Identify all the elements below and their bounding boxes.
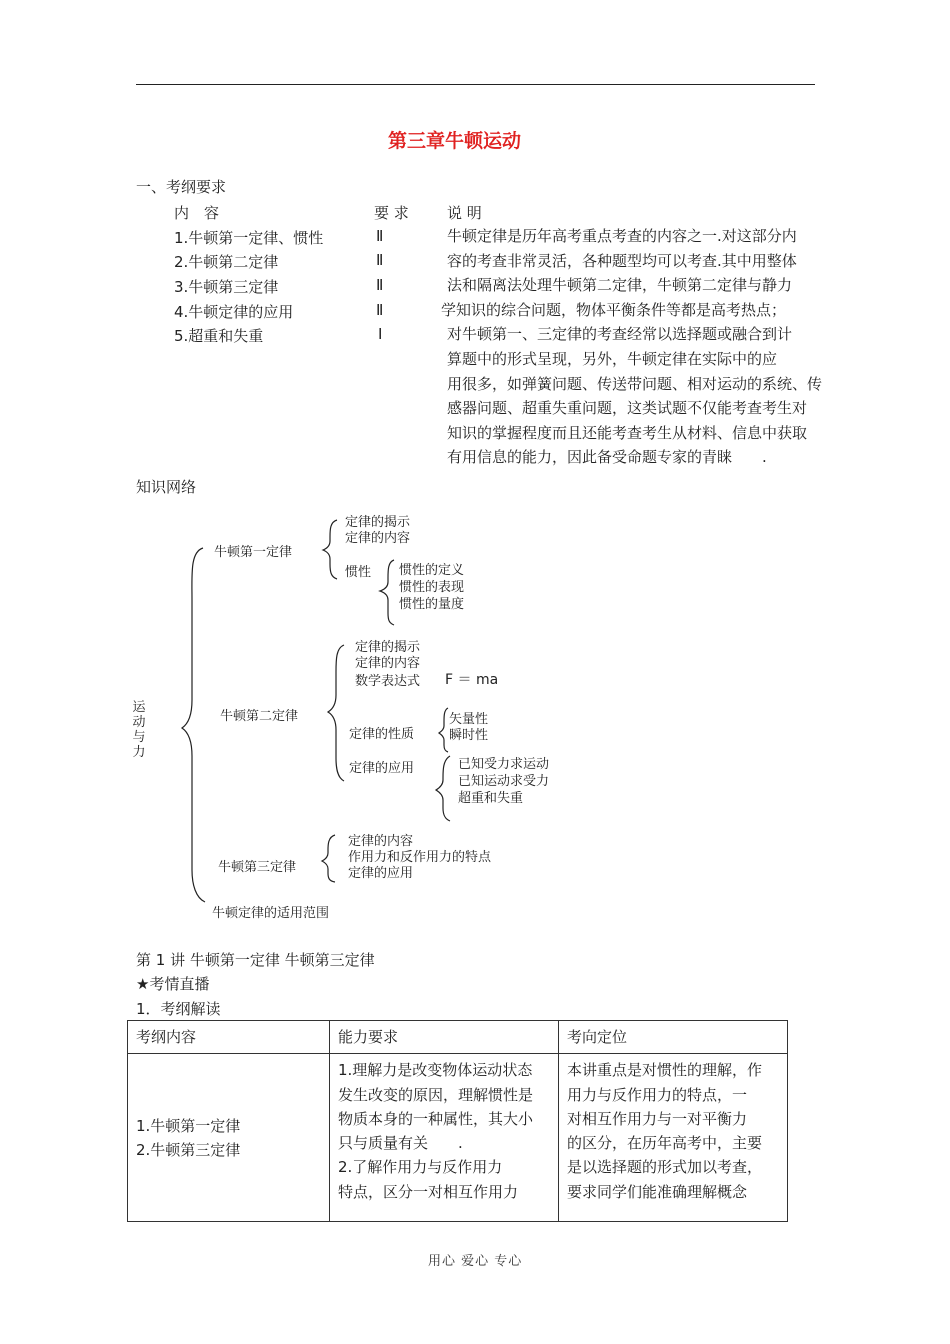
col-header-requirement: 要 求 — [374, 204, 409, 222]
node-item: 数学表达式 — [355, 674, 421, 689]
cell-line: 用力与反作用力的特点，一 — [567, 1085, 748, 1104]
node-item: 作用力和反作用力的特点 — [348, 850, 492, 865]
node-item: 超重和失重 — [458, 791, 524, 806]
col-header-description: 说 明 — [447, 204, 482, 222]
node-item: 惯性的定义 — [399, 563, 465, 578]
node-item: 定律的内容 — [345, 531, 411, 546]
lesson-star-heading: ★考情直播 — [136, 975, 210, 993]
desc-line: 有用信息的能力，因此备受命题专家的青睐 . — [447, 448, 767, 467]
node-law2: 牛顿第二定律 — [220, 709, 299, 724]
table-cell-orientation — [559, 1054, 788, 1222]
req-row-content: 3.牛顿第三定律 — [174, 278, 279, 296]
cell-line: 是以选择题的形式加以考查， — [567, 1158, 763, 1177]
desc-line: 容的考查非常灵活，各种题型均可以考查.其中用整体 — [447, 251, 797, 270]
lesson-subheading: 1．考纲解读 — [136, 1000, 221, 1018]
node-item: 定律的内容 — [355, 656, 421, 671]
desc-line: 用很多，如弹簧问题、传送带问题、相对运动的系统、传 — [447, 374, 823, 393]
desc-line: 法和隔离法处理牛顿第二定律，牛顿第二定律与静力 — [447, 276, 793, 295]
req-row-content: 4.牛顿定律的应用 — [174, 303, 294, 321]
req-row-level: Ⅰ — [378, 325, 383, 343]
node-item: 惯性的表现 — [399, 580, 465, 595]
node-nature: 定律的性质 — [349, 727, 415, 742]
cell-line: 要求同学们能准确理解概念 — [567, 1182, 748, 1201]
table-header: 能力要求 — [330, 1021, 559, 1054]
desc-line: 对牛顿第一、三定律的考查经常以选择题或融合到计 — [447, 325, 793, 344]
table-cell-content — [128, 1054, 330, 1222]
node-item: 已知运动求受力 — [458, 774, 550, 789]
node-item: 定律的内容 — [348, 834, 414, 849]
network-heading: 知识网络 — [136, 478, 197, 496]
desc-line: 感器问题、超重失重问题，这类试题不仅能考查考生对 — [447, 399, 808, 418]
node-item: 定律的应用 — [348, 866, 414, 881]
req-row-content: 1.牛顿第一定律、惯性 — [174, 229, 324, 247]
node-application: 定律的应用 — [349, 761, 415, 776]
req-row-content: 2.牛顿第二定律 — [174, 253, 279, 271]
col-header-content: 内 容 — [174, 204, 220, 222]
req-row-level: Ⅱ — [376, 301, 384, 319]
table-header: 考纲内容 — [128, 1021, 330, 1054]
lesson-title: 第 1 讲 牛顿第一定律 牛顿第三定律 — [136, 951, 375, 969]
table-cell-ability — [330, 1054, 559, 1222]
cell-line: 本讲重点是对惯性的理解，作 — [567, 1061, 763, 1080]
table-header: 考向定位 — [559, 1021, 788, 1054]
node-item: 定律的揭示 — [355, 640, 421, 655]
cell-line: 1.理解力是改变物体运动状态 — [338, 1061, 533, 1080]
page-footer: 用心 爱心 专心 — [428, 1254, 523, 1269]
node-item: 定律的揭示 — [345, 515, 411, 530]
cell-line: 物质本身的一种属性，其大小 — [338, 1109, 534, 1128]
req-row-level: Ⅱ — [376, 276, 384, 294]
desc-line: 牛顿定律是历年高考重点考查的内容之一.对这部分内 — [447, 227, 797, 245]
req-row-level: Ⅱ — [376, 251, 384, 269]
node-item: 瞬时性 — [449, 728, 489, 743]
node-inertia: 惯性 — [345, 565, 372, 580]
cell-line: 1.牛顿第一定律 — [136, 1116, 241, 1135]
desc-line: 算题中的形式呈现，另外，牛顿定律在实际中的应 — [447, 349, 778, 368]
cell-line: 对相互作用力与一对平衡力 — [567, 1109, 748, 1128]
req-row-content: 5.超重和失重 — [174, 327, 264, 345]
cell-line: 只与质量有关 . — [338, 1134, 463, 1153]
node-law3: 牛顿第三定律 — [218, 860, 297, 875]
exam-table — [127, 1020, 788, 1222]
network-root-label: 运动与力 — [132, 700, 146, 760]
node-scope: 牛顿定律的适用范围 — [212, 906, 330, 921]
desc-line: 知识的掌握程度而且还能考查考生从材料、信息中获取 — [447, 423, 808, 442]
cell-line: 发生改变的原因，理解惯性是 — [338, 1085, 534, 1104]
desc-line: 学知识的综合问题，物体平衡条件等都是高考热点； — [441, 300, 787, 319]
cell-line: 的区分，在历年高考中，主要 — [567, 1134, 763, 1153]
node-item: 已知受力求运动 — [458, 757, 550, 772]
page-title: 第三章牛顿运动 — [388, 130, 522, 152]
cell-line: 2.牛顿第三定律 — [136, 1140, 241, 1159]
req-row-level: Ⅱ — [376, 227, 384, 245]
section-heading: 一、考纲要求 — [136, 178, 227, 196]
node-item: 矢量性 — [449, 712, 489, 727]
formula: F ＝ ma — [445, 672, 499, 688]
cell-line: 特点，区分一对相互作用力 — [338, 1182, 519, 1201]
node-law1: 牛顿第一定律 — [214, 545, 293, 560]
node-item: 惯性的量度 — [399, 597, 465, 612]
cell-line: 2.了解作用力与反作用力 — [338, 1158, 503, 1177]
